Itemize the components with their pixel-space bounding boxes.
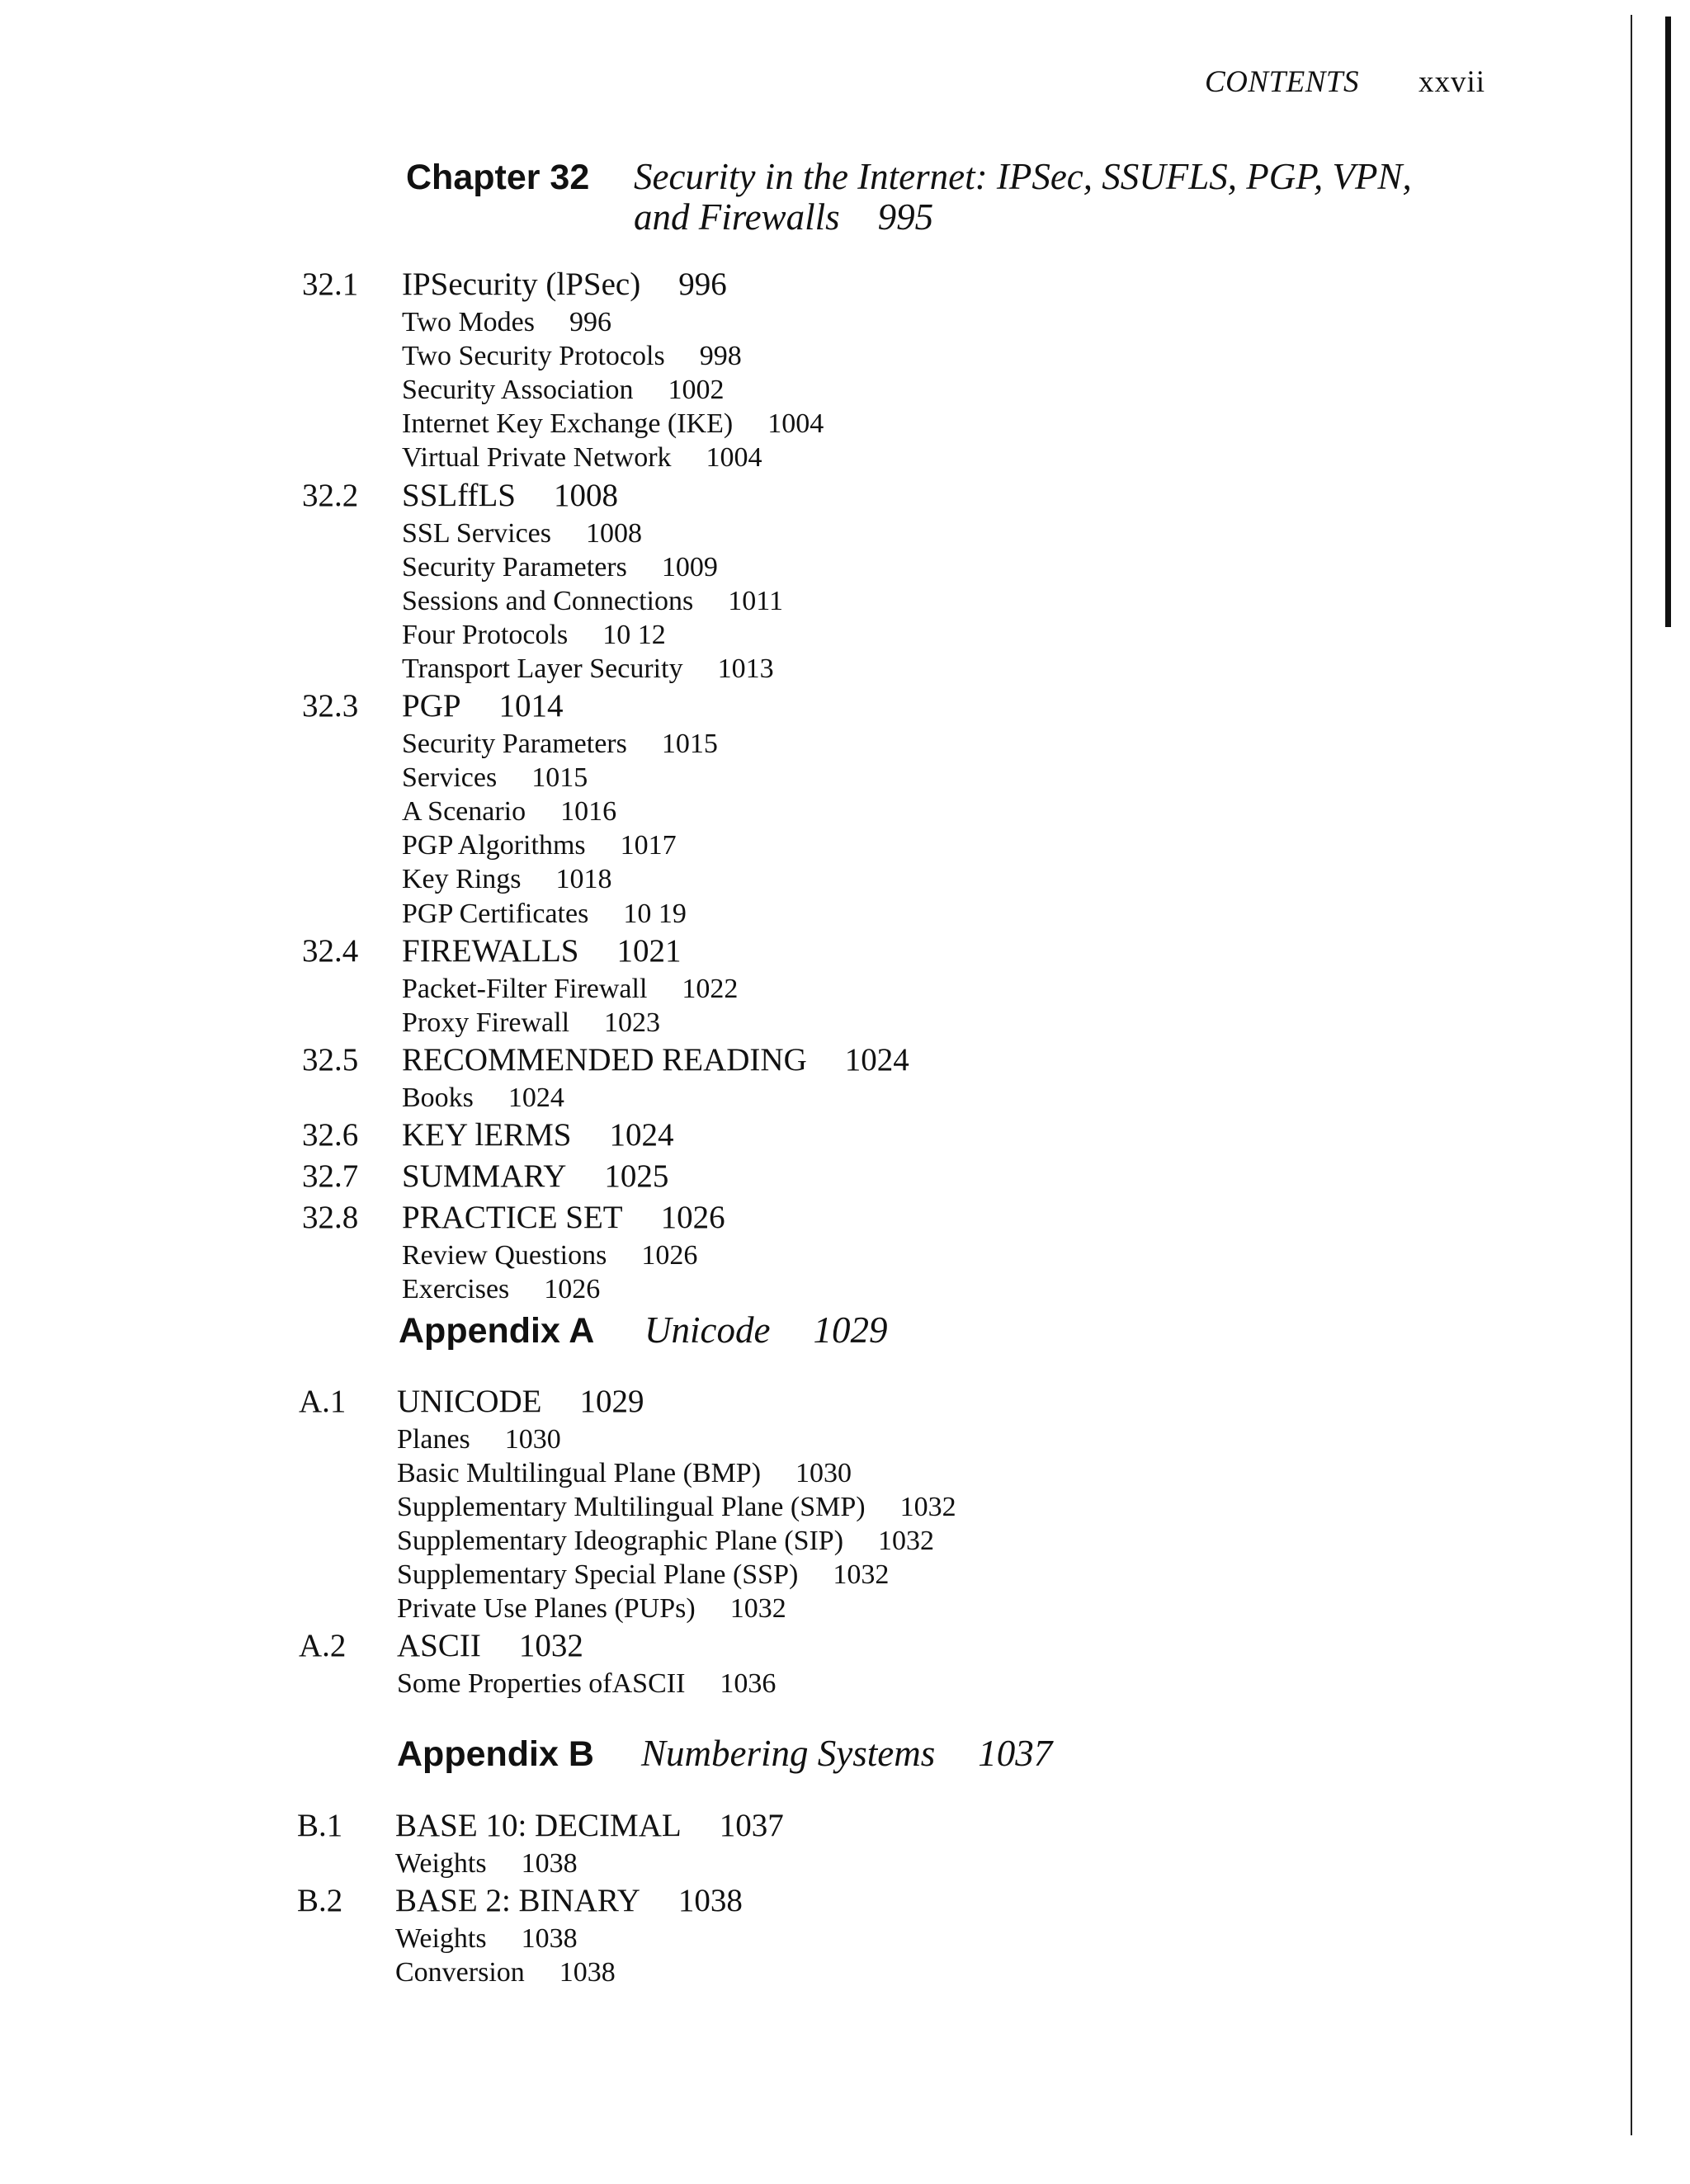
subsection-entry bbox=[402, 974, 738, 1005]
subsection-entry bbox=[402, 408, 824, 440]
subsection-page: 1038 bbox=[521, 1923, 578, 1954]
subsection-entry bbox=[395, 1923, 578, 1955]
section-title: UNICODE bbox=[397, 1384, 542, 1419]
appendix-b-label: Appendix B bbox=[397, 1734, 594, 1774]
section-page: 1021 bbox=[616, 932, 682, 969]
subsection-title: Supplementary Multilingual Plane (SMP) bbox=[397, 1492, 866, 1522]
section-number: A.1 bbox=[299, 1384, 347, 1419]
subsection-title: Sessions and Connections bbox=[402, 585, 694, 616]
section-number: B.1 bbox=[297, 1808, 343, 1843]
subsection-page: 1023 bbox=[604, 1007, 661, 1038]
subsection-title: Review Questions bbox=[402, 1239, 607, 1271]
subsection-title: Services bbox=[402, 762, 498, 794]
section-page: 996 bbox=[678, 267, 727, 302]
section-number: 32.2 bbox=[302, 477, 359, 513]
subsection-title: Transport Layer Security bbox=[402, 653, 683, 684]
subsection-entry bbox=[397, 1458, 852, 1489]
subsection-entry bbox=[397, 1593, 786, 1625]
appendix-a-title bbox=[644, 1310, 887, 1351]
section-title: BASE 2: BINARY bbox=[395, 1883, 640, 1918]
running-head-title: CONTENTS bbox=[1205, 65, 1360, 99]
running-head bbox=[1205, 64, 1485, 100]
section-title: SUMMARY bbox=[402, 1158, 567, 1194]
subsection-page: 1032 bbox=[878, 1526, 935, 1556]
subsection-title: Planes bbox=[397, 1424, 470, 1455]
subsection-title: Key Rings bbox=[402, 864, 522, 895]
appendix-b-title bbox=[641, 1734, 1052, 1774]
subsection-entry bbox=[402, 620, 666, 651]
subsection-page: 996 bbox=[569, 307, 612, 337]
chapter-label: Chapter 32 bbox=[406, 158, 590, 197]
subsection-entry bbox=[402, 830, 677, 861]
subsection-title: Supplementary Ideographic Plane (SIP) bbox=[397, 1526, 844, 1556]
section-title: IPSecurity (lPSec) bbox=[402, 267, 641, 302]
subsection-entry bbox=[402, 864, 612, 895]
section-entry bbox=[297, 1807, 784, 1844]
subsection-entry bbox=[402, 899, 687, 930]
subsection-page: 1013 bbox=[717, 653, 774, 684]
subsection-page: 998 bbox=[699, 341, 742, 372]
subsection-page: 1002 bbox=[668, 375, 725, 406]
section-page: 1025 bbox=[604, 1158, 669, 1194]
section-page: 1024 bbox=[609, 1116, 674, 1153]
subsection-page: 1022 bbox=[682, 973, 739, 1004]
subsection-title: Private Use Planes (PUPs) bbox=[397, 1593, 696, 1624]
section-title: BASE 10: DECIMAL bbox=[395, 1808, 682, 1843]
chapter-heading bbox=[406, 157, 1412, 238]
subsection-entry bbox=[402, 442, 762, 474]
subsection-page: 1026 bbox=[641, 1239, 698, 1271]
section-number: 32.4 bbox=[302, 932, 359, 969]
subsection-title: Two Modes bbox=[402, 307, 536, 337]
section-page: 1026 bbox=[660, 1199, 725, 1235]
subsection-title: Weights bbox=[395, 1923, 487, 1954]
subsection-entry bbox=[397, 1668, 776, 1700]
subsection-title: Four Protocols bbox=[402, 619, 569, 650]
section-page: 1038 bbox=[677, 1883, 743, 1918]
subsection-page: 1017 bbox=[620, 830, 677, 861]
subsection-entry bbox=[395, 1848, 578, 1880]
subsection-title: Security Parameters bbox=[402, 729, 627, 759]
subsection-page: 1036 bbox=[720, 1668, 777, 1699]
section-entry bbox=[299, 1383, 644, 1420]
chapter-title-line-1: Security in the Internet: IPSec, SSUFLS, PGP, VPN, bbox=[634, 156, 1412, 197]
subsection-entry bbox=[402, 653, 774, 685]
section-entry bbox=[302, 1041, 909, 1078]
chapter-title bbox=[634, 157, 1412, 238]
subsection-page: 1038 bbox=[559, 1957, 616, 1988]
section-page: 1014 bbox=[498, 688, 564, 724]
section-entry bbox=[302, 477, 618, 514]
subsection-page: 1032 bbox=[833, 1559, 890, 1590]
appendix-b-page: 1037 bbox=[978, 1733, 1053, 1774]
subsection-page: 1016 bbox=[560, 796, 617, 828]
subsection-title: Weights bbox=[395, 1848, 487, 1879]
subsection-entry bbox=[402, 552, 718, 583]
subsection-page: 1030 bbox=[504, 1424, 561, 1455]
subsection-page: 1032 bbox=[899, 1492, 956, 1522]
page-edge-bar bbox=[1665, 17, 1671, 627]
appendix-a-label: Appendix A bbox=[399, 1311, 595, 1351]
section-title: KEY lERMS bbox=[402, 1116, 572, 1153]
subsection-entry bbox=[402, 796, 616, 828]
subsection-entry bbox=[397, 1526, 934, 1557]
subsection-entry bbox=[402, 375, 724, 406]
subsection-page: 1004 bbox=[767, 408, 824, 440]
subsection-title: Books bbox=[402, 1082, 474, 1113]
section-number: 32.3 bbox=[302, 688, 359, 724]
section-entry bbox=[302, 932, 682, 969]
subsection-page: 1015 bbox=[661, 729, 718, 759]
section-title: ASCII bbox=[397, 1628, 481, 1663]
subsection-entry bbox=[402, 1083, 564, 1114]
subsection-entry bbox=[402, 729, 718, 760]
section-entry bbox=[302, 1116, 674, 1153]
section-page: 1024 bbox=[844, 1041, 909, 1078]
section-number: 32.7 bbox=[302, 1158, 359, 1194]
subsection-title: Security Association bbox=[402, 375, 634, 406]
section-entry bbox=[302, 1199, 725, 1236]
subsection-page: 1032 bbox=[729, 1593, 786, 1624]
appendix-a-page: 1029 bbox=[813, 1309, 888, 1351]
subsection-title: Packet-Filter Firewall bbox=[402, 973, 648, 1004]
section-entry bbox=[302, 266, 727, 303]
subsection-title: Conversion bbox=[395, 1957, 525, 1988]
appendix-b-title-text: Numbering Systems bbox=[641, 1733, 936, 1774]
subsection-entry bbox=[402, 1240, 697, 1271]
section-page: 1008 bbox=[554, 477, 618, 513]
subsection-entry bbox=[402, 307, 611, 338]
subsection-entry bbox=[402, 1007, 660, 1039]
appendix-a-title-text: Unicode bbox=[644, 1309, 771, 1351]
section-entry bbox=[299, 1627, 583, 1664]
subsection-title: Basic Multilingual Plane (BMP) bbox=[397, 1458, 762, 1488]
section-page: 1037 bbox=[719, 1808, 784, 1843]
subsection-page: 1030 bbox=[795, 1458, 852, 1488]
subsection-entry bbox=[395, 1957, 616, 1988]
section-entry bbox=[302, 687, 564, 724]
subsection-title: Some Properties ofASCII bbox=[397, 1668, 686, 1699]
section-title: PRACTICE SET bbox=[402, 1199, 623, 1235]
section-page: 1029 bbox=[579, 1384, 644, 1419]
subsection-page: 1004 bbox=[706, 442, 762, 474]
subsection-title: Security Parameters bbox=[402, 551, 627, 583]
subsection-page: 1015 bbox=[531, 762, 588, 794]
appendix-a-heading bbox=[399, 1310, 887, 1351]
subsection-page: 1009 bbox=[661, 551, 718, 583]
subsection-title: A Scenario bbox=[402, 796, 526, 828]
section-number: B.2 bbox=[297, 1883, 343, 1918]
section-number: A.2 bbox=[299, 1628, 347, 1663]
section-number: 32.6 bbox=[302, 1116, 359, 1153]
subsection-title: Internet Key Exchange (IKE) bbox=[402, 408, 734, 440]
subsection-title: PGP Algorithms bbox=[402, 830, 586, 861]
subsection-title: Supplementary Special Plane (SSP) bbox=[397, 1559, 799, 1590]
section-number: 32.5 bbox=[302, 1041, 359, 1078]
chapter-title-line-2: and Firewalls bbox=[634, 196, 840, 238]
subsection-title: Exercises bbox=[402, 1274, 510, 1304]
section-title: FIREWALLS bbox=[402, 932, 579, 969]
section-entry bbox=[297, 1882, 743, 1919]
section-number: 32.1 bbox=[302, 267, 359, 302]
subsection-entry bbox=[402, 1274, 600, 1305]
appendix-b-heading bbox=[397, 1734, 1052, 1775]
subsection-page: 1008 bbox=[586, 517, 643, 549]
page-edge-rule bbox=[1631, 15, 1632, 2135]
subsection-page: 1018 bbox=[555, 864, 612, 895]
subsection-entry bbox=[397, 1492, 956, 1523]
subsection-page: 1038 bbox=[521, 1848, 578, 1879]
subsection-entry bbox=[402, 518, 642, 550]
subsection-page: 10 12 bbox=[602, 619, 666, 650]
section-title: RECOMMENDED READING bbox=[402, 1041, 807, 1078]
subsection-entry bbox=[402, 762, 588, 794]
subsection-page: 1026 bbox=[544, 1274, 601, 1304]
subsection-title: Proxy Firewall bbox=[402, 1007, 570, 1038]
subsection-entry bbox=[397, 1424, 561, 1455]
section-title: SSLffLS bbox=[402, 477, 516, 513]
subsection-title: PGP Certificates bbox=[402, 898, 589, 929]
chapter-page: 995 bbox=[877, 196, 934, 238]
subsection-entry bbox=[397, 1559, 889, 1591]
subsection-page: 1011 bbox=[728, 585, 783, 616]
subsection-page: 1024 bbox=[507, 1082, 564, 1113]
subsection-title: Virtual Private Network bbox=[402, 442, 672, 474]
subsection-title: SSL Services bbox=[402, 517, 552, 549]
subsection-title: Two Security Protocols bbox=[402, 341, 665, 372]
section-page: 1032 bbox=[518, 1628, 583, 1663]
subsection-entry bbox=[402, 341, 742, 372]
section-entry bbox=[302, 1158, 669, 1195]
section-number: 32.8 bbox=[302, 1199, 359, 1235]
subsection-page: 10 19 bbox=[623, 898, 687, 929]
subsection-entry bbox=[402, 586, 783, 617]
running-head-page-number: xxvii bbox=[1419, 65, 1486, 99]
section-title: PGP bbox=[402, 688, 461, 724]
